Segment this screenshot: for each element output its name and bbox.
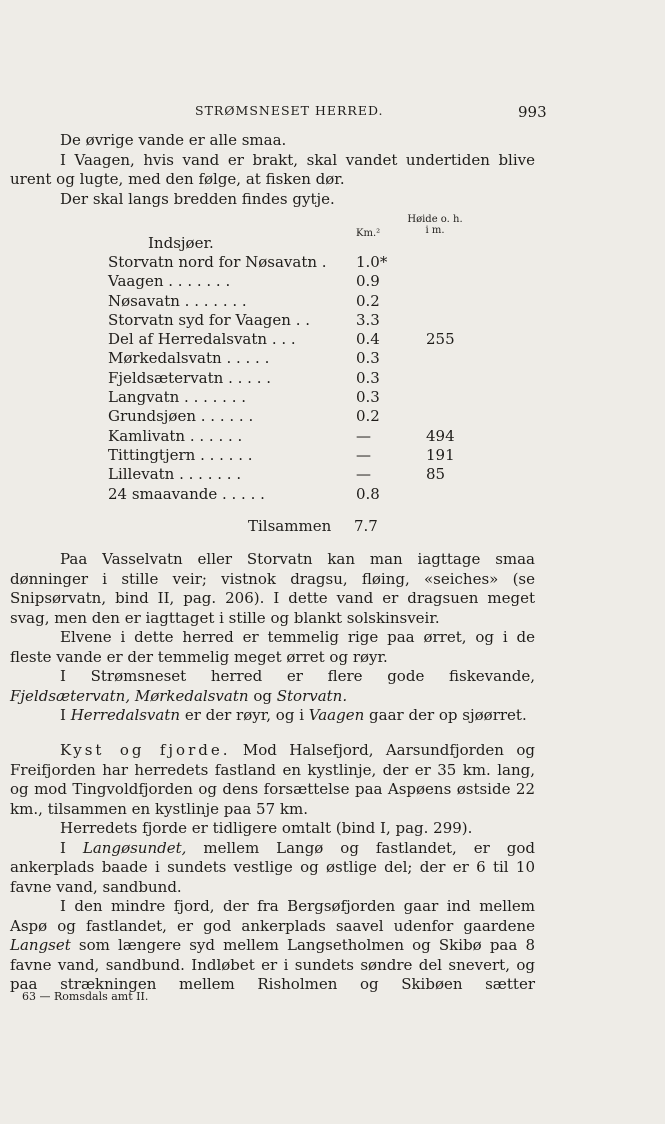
intro-line-3: Der skal langs bredden findes gytje. (60, 189, 335, 208)
lake-row (108, 465, 468, 484)
fish-p4-italic-1: Herredalsvatn (70, 706, 181, 724)
fish-p3-italic-1: Fjeldsætervatn, Mørkedalsvatn (10, 686, 249, 705)
lake-area: 0.8 (356, 484, 380, 503)
lake-name: Fjeldsætervatn . . . . . (108, 368, 271, 387)
fish-paragraph-4 (10, 706, 535, 726)
lake-area: 0.3 (356, 388, 380, 407)
lake-row (108, 446, 468, 465)
fish-paragraph-1: Paa Vasselvatn eller Storvatn kan man iagttage smaa dønninger i stille veir; vistnok dragsu, fløing, «seiches» (se Snipsørvatn, bind II, pag. 206). I dette vand er dragsuen meget svag, men den er iagttaget i stille og blankt solskinsveir. (10, 550, 535, 627)
lake-area: — (356, 426, 371, 445)
lake-height: 255 (426, 330, 455, 349)
lake-area: 0.3 (356, 368, 380, 387)
lake-row (108, 330, 468, 349)
coast-p4-italic: Langset (10, 936, 71, 954)
lake-name: Nøsavatn . . . . . . . (108, 291, 247, 310)
lake-area: 0.2 (356, 407, 380, 426)
lake-name: Langvatn . . . . . . . (108, 388, 247, 407)
lake-row (108, 388, 468, 407)
footer-signature: 63 — Romsdals amt II. (22, 990, 149, 1003)
table-header-height (400, 214, 470, 236)
coast-p3-italic: Langøsundet, (82, 838, 187, 857)
lake-height: 494 (426, 426, 455, 445)
fish-paragraph-3 (10, 667, 535, 706)
fish-p3-italic-2: Storvatn. (276, 686, 348, 705)
lake-name: Tittingtjern . . . . . . (108, 445, 253, 464)
lake-name: Storvatn nord for Nøsavatn . (108, 253, 327, 271)
lake-row (108, 349, 468, 368)
lake-name: Del af Herredalsvatn . . . (108, 330, 296, 349)
coast-paragraph-4 (10, 897, 535, 995)
lake-name: Vaagen . . . . . . . (108, 272, 231, 291)
lake-table (108, 253, 468, 504)
lake-row (108, 427, 468, 446)
coast-p1-rest: Mod Halsefjord, Aarsundfjorden og Freifjorden har herredets fastland en kystlinje, der er 35 km. lang, og mod Tingvoldfjorden og dens forsættelse paa Aspøens østside 22 km., tilsammen en kystlinje paa 57 km. (10, 741, 535, 818)
coast-p4-rest: som længere syd mellem Langsetholmen og Skibø paa 8 favne vand, sandbund. Indløbet er i sundets søndre del snevert, og paa strækningen mellem Risholmen og Skibøen sætter (10, 936, 535, 993)
lake-row (108, 485, 468, 504)
coast-paragraph-1 (10, 741, 535, 819)
table-header-height-line2: i m. (425, 225, 445, 236)
lake-name: Kamlivatn . . . . . . (108, 426, 243, 445)
lake-area: 0.9 (356, 272, 380, 291)
lake-area: 3.3 (356, 310, 380, 329)
coast-paragraph-3 (10, 839, 535, 898)
table-header-area: Km.² (356, 228, 381, 239)
lake-row (108, 272, 468, 291)
table-total-label: Tilsammen (248, 517, 332, 535)
lake-area: 0.3 (356, 349, 380, 368)
lake-row (108, 369, 468, 388)
fish-text (10, 550, 535, 726)
fish-paragraph-2: Elvene i dette herred er temmelig rige paa ørret, og i de fleste vande er der temmelig meget ørret og røyr. (10, 628, 535, 666)
lake-row (108, 407, 468, 426)
table-total-value: 7.7 (354, 517, 378, 535)
lake-row (108, 253, 468, 272)
lake-name: Mørkedalsvatn . . . . . (108, 349, 270, 368)
page-number: 993 (518, 103, 547, 121)
coast-text (10, 741, 535, 995)
lake-height: 85 (426, 465, 446, 484)
coast-p3-pre: I (60, 838, 66, 857)
fish-p4-pre: I (60, 706, 66, 724)
fish-p4-italic-2: Vaagen (308, 706, 365, 724)
table-label: Indsjøer. (148, 234, 214, 252)
lake-area: 0.2 (356, 291, 380, 310)
lake-name: Grundsjøen . . . . . . (108, 407, 254, 426)
lake-row (108, 311, 468, 330)
lake-area: — (356, 445, 371, 464)
coast-paragraph-2: Herredets fjorde er tidligere omtalt (bind I, pag. 299). (60, 819, 473, 837)
lake-area: 1.0* (356, 253, 388, 271)
lake-name: 24 smaavande . . . . . (108, 484, 265, 503)
fish-p4-mid: er der røyr, og i (184, 706, 304, 724)
lake-row (108, 292, 468, 311)
coast-heading: Kyst og fjorde. (60, 741, 231, 759)
intro-line-1: De øvrige vande er alle smaa. (60, 131, 287, 149)
fish-p3-mid: og (253, 686, 272, 705)
lake-height: 191 (426, 445, 455, 464)
lake-name: Lillevatn . . . . . . . (108, 465, 242, 484)
running-header-title: STRØMSNESET HERRED. (195, 103, 384, 118)
fish-p3-pre: I Strømsneset herred er flere gode fiskevande, (60, 667, 535, 685)
table-header-height-line1: Høide o. h. (407, 214, 463, 225)
lake-name: Storvatn syd for Vaagen . . (108, 310, 310, 329)
intro-line-2: I Vaagen, hvis vand er brakt, skal vandet undertiden blive urent og lugte, med den følge, at fisken dør. (10, 150, 535, 188)
coast-p3-rest: mellem Langø og fastlandet, er god ankerplads baade i sundets vestlige og østlige del; der er 6 til 10 favne vand, sandbund. (10, 838, 535, 896)
lake-area: — (356, 465, 371, 484)
fish-p4-post: gaar der op sjøørret. (369, 706, 527, 724)
intro-text (10, 131, 535, 209)
lake-area: 0.4 (356, 330, 380, 349)
coast-p4-pre: I den mindre fjord, der fra Bergsøfjorden gaar ind mellem Aspø og fastlandet, er god ankerplads saavel udenfor gaardene (10, 897, 535, 935)
